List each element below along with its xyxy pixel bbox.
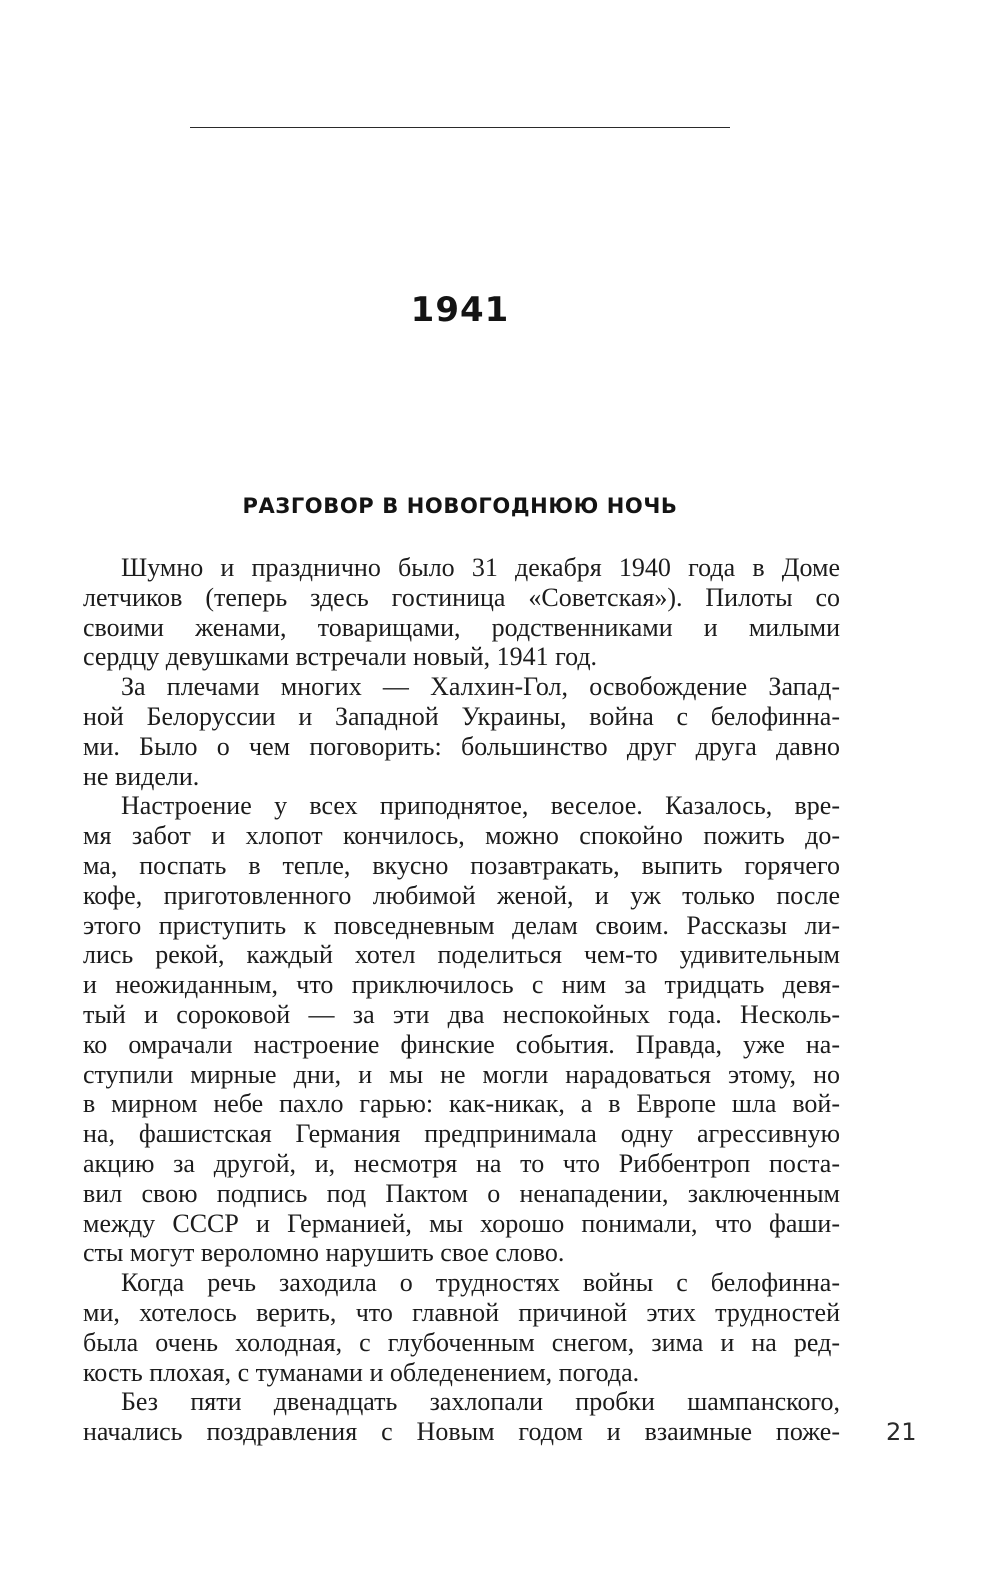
paragraph-2-line: ми. Было о чем поговорить: большинство друг друга давно (83, 731, 840, 761)
paragraph-3-line: ко омрачали настроение финские события. Правда, уже на- (83, 1029, 840, 1059)
page-number: 21 (886, 1418, 917, 1446)
paragraph-2-line: За плечами многих — Халхин-Гол, освобождение Запад- (121, 672, 840, 702)
body-text (83, 553, 840, 1447)
paragraph-4-line: кость плохая, с туманами и обледенением, погода. (83, 1357, 640, 1387)
paragraph-4-line: Когда речь заходила о трудностях войны с белофинна- (121, 1268, 840, 1298)
top-rule-divider (190, 127, 730, 128)
paragraph-3-line: мя забот и хлопот кончилось, можно спокойно пожить до- (83, 821, 840, 851)
paragraph-3-line: на, фашистская Германия предпринимала одну агрессивную (83, 1119, 840, 1149)
paragraph-3-line: ма, поспать в тепле, вкусно позавтракать, выпить горячего (83, 850, 840, 880)
paragraph-4-line: была очень холодная, с глубоченным снегом, зима и на ред- (83, 1327, 840, 1357)
paragraph-3-line: Настроение у всех приподнятое, веселое. Казалось, вре- (121, 791, 840, 821)
paragraph-2-line: не видели. (83, 761, 200, 791)
chapter-title: РАЗГОВОР В НОВОГОДНЮЮ НОЧЬ (242, 494, 678, 518)
paragraph-3-line: акцию за другой, и, несмотря на то что Риббентроп поста- (83, 1148, 840, 1178)
paragraph-3-line: вил свою подпись под Пактом о ненападении, заключенным (83, 1178, 840, 1208)
paragraph-3-line: сты могут вероломно нарушить свое слово. (83, 1238, 565, 1268)
paragraph-3-line: лись рекой, каждый хотел поделиться чем-то удивительным (83, 940, 840, 970)
paragraph-3-line: этого приступить к повседневным делам своим. Рассказы ли- (83, 910, 840, 940)
paragraph-1-line: сердцу девушками встречали новый, 1941 год. (83, 642, 598, 672)
paragraph-1-line: Шумно и празднично было 31 декабря 1940 года в Доме (121, 553, 840, 582)
paragraph-1-line: летчиков (теперь здесь гостиница «Советская»). Пилоты со (83, 582, 840, 612)
paragraph-3-line: ступили мирные дни, и мы не могли нарадоваться этому, но (83, 1059, 840, 1089)
paragraph-3-line: между СССР и Германией, мы хорошо понимали, что фаши- (83, 1208, 840, 1238)
paragraph-4-line: ми, хотелось верить, что главной причиной этих трудностей (83, 1297, 840, 1327)
paragraph-5-line: Без пяти двенадцать захлопали пробки шампанского, (121, 1387, 840, 1417)
paragraph-3-line: и неожиданным, что приключилось с ним за тридцать девя- (83, 970, 840, 1000)
paragraph-3-line: тый и сороковой — за эти два неспокойных года. Несколь- (83, 999, 840, 1029)
paragraph-5-line: начались поздравления с Новым годом и взаимные поже- (83, 1417, 840, 1447)
paragraph-2-line: ной Белоруссии и Западной Украины, война с белофинна- (83, 701, 840, 731)
paragraph-3-line: кофе, приготовленного любимой женой, и уж только после (83, 880, 840, 910)
paragraph-1-line: своими женами, товарищами, родственниками и милыми (83, 612, 840, 642)
paragraph-3-line: в мирном небе пахло гарью: как-никак, а в Европе шла вой- (83, 1089, 840, 1119)
year-heading: 1941 (410, 290, 510, 330)
